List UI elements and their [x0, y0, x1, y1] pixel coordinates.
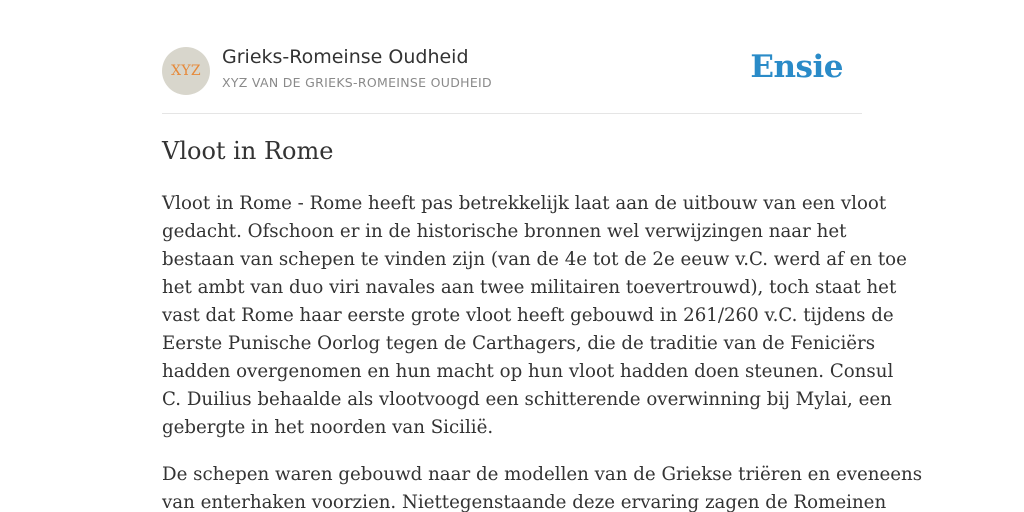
paragraph-line: De schepen waren gebouwd naar de modellen van de Griekse triëren en eveneens	[162, 464, 923, 485]
paragraph-line: gedacht. Ofschoon er in de historische bronnen wel verwijzingen naar het	[162, 221, 847, 242]
publication-header	[162, 46, 862, 96]
paragraph-line: hadden overgenomen en hun macht op hun vloot hadden doen steunen. Consul	[162, 361, 894, 382]
paragraph-line: bestaan van schepen te vinden zijn (van de 4e tot de 2e eeuw v.C. werd af en toe	[162, 249, 907, 270]
paragraph-line: gebergte in het noorden van Sicilië.	[162, 417, 494, 438]
paragraph-line: van enterhaken voorzien. Niettegenstaande deze ervaring zagen de Romeinen	[162, 492, 887, 512]
paragraph-line: het ambt van duo viri navales aan twee militairen toevertrouwd), toch staat het	[162, 277, 897, 298]
header-divider	[162, 113, 862, 114]
publication-title[interactable]: Grieks-Romeinse Oudheid	[222, 46, 469, 68]
paragraph-line: Vloot in Rome - Rome heeft pas betrekkelijk laat aan de uitbouw van een vloot	[162, 193, 887, 214]
article-paragraph-2	[162, 461, 923, 512]
ensie-logo[interactable]: Ensie	[750, 49, 843, 85]
article-paragraph-1	[162, 190, 907, 442]
paragraph-line: Eerste Punische Oorlog tegen de Carthagers, die de traditie van de Feniciërs	[162, 333, 876, 354]
article-title: Vloot in Rome	[162, 137, 334, 165]
paragraph-line: C. Duilius behaalde als vlootvoogd een schitterende overwinning bij Mylai, een	[162, 389, 892, 410]
article-body	[162, 190, 923, 512]
publication-subtitle: XYZ VAN DE GRIEKS-ROMEINSE OUDHEID	[222, 75, 492, 90]
paragraph-line: vast dat Rome haar eerste grote vloot heeft gebouwd in 261/260 v.C. tijdens de	[162, 305, 894, 326]
publication-avatar[interactable]: XYZ	[162, 47, 210, 95]
